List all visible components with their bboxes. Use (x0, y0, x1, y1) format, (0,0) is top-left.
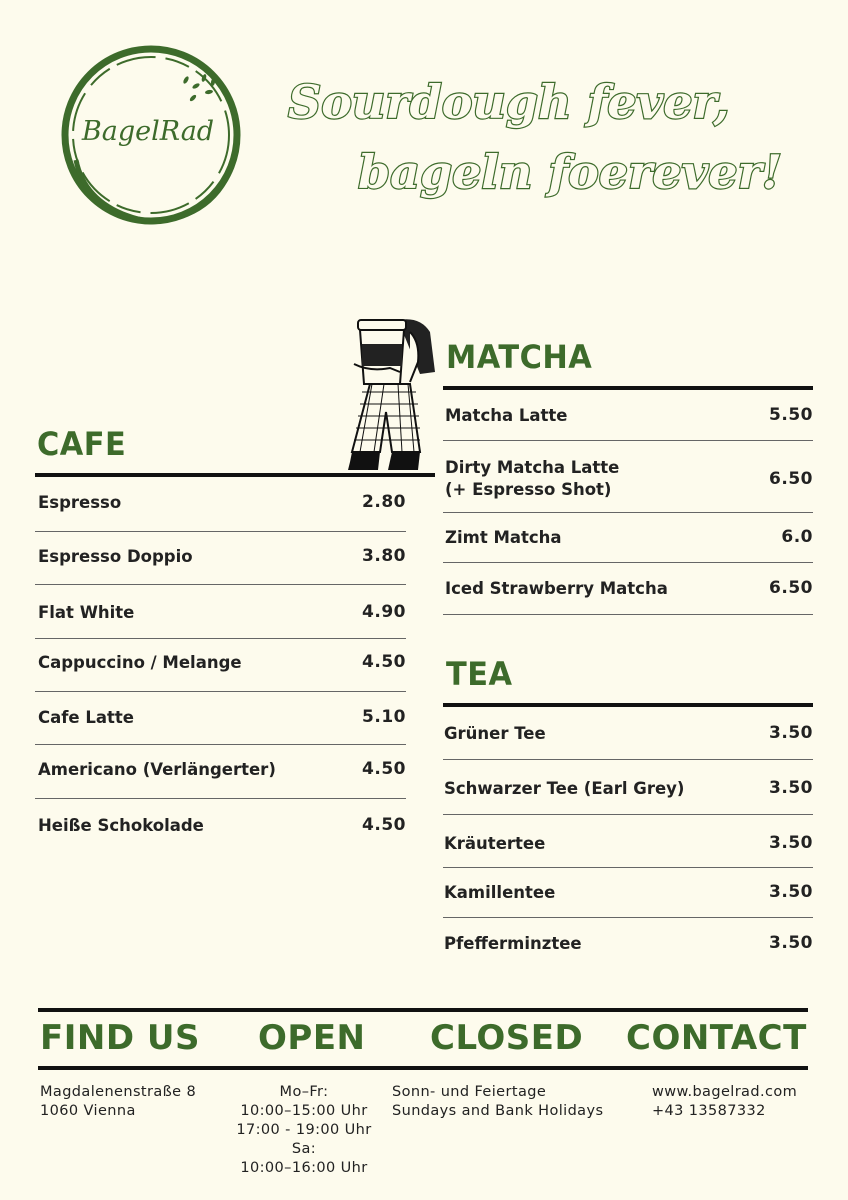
tea-title: TEA (446, 655, 513, 693)
divider (35, 691, 406, 692)
divider (443, 440, 813, 441)
find-us-info (40, 1083, 240, 1121)
divider (443, 917, 813, 918)
weekday-label: Mo–Fr: (279, 1084, 329, 1100)
item-name: Cappuccino / Melange (38, 652, 242, 672)
closed-de: Sonn- und Feiertage (392, 1084, 547, 1100)
tea-item (444, 833, 813, 853)
tea-item (444, 933, 813, 953)
contact-info (652, 1083, 822, 1121)
cafe-title-rule (35, 473, 435, 477)
item-price: 6.50 (769, 469, 813, 489)
open-heading: OPEN (258, 1018, 366, 1058)
item-price: 3.50 (769, 933, 813, 953)
item-price: 4.50 (362, 652, 406, 672)
website-link[interactable]: www.bagelrad.com (652, 1084, 798, 1100)
find-us-heading: FIND US (40, 1018, 200, 1058)
item-name: Grüner Tee (444, 723, 546, 743)
item-name: Cafe Latte (38, 707, 134, 727)
bagelrad-logo (56, 40, 246, 230)
weekday-hours-2: 17:00 - 19:00 Uhr (236, 1122, 372, 1138)
item-name: Zimt Matcha (445, 527, 562, 547)
tea-item (444, 723, 813, 743)
item-name: Espresso (38, 492, 122, 512)
item-price: 3.50 (769, 778, 813, 798)
matcha-title: MATCHA (446, 338, 593, 376)
item-price: 2.80 (362, 492, 406, 512)
divider (443, 867, 813, 868)
cafe-item (38, 759, 406, 779)
divider (443, 614, 813, 615)
footer-top-rule (38, 1008, 808, 1012)
cafe-menu (38, 478, 406, 848)
matcha-item (445, 405, 813, 425)
item-name: Pfefferminztee (444, 933, 582, 953)
item-price: 6.0 (781, 527, 813, 547)
divider (35, 531, 406, 532)
open-hours (224, 1083, 384, 1178)
item-name-note: (+ Espresso Shot) (445, 480, 612, 499)
cafe-item (38, 652, 406, 672)
item-price: 5.10 (362, 707, 406, 727)
item-price: 6.50 (769, 578, 813, 598)
item-price: 3.50 (769, 833, 813, 853)
item-name: Espresso Doppio (38, 546, 193, 566)
item-name: Dirty Matcha Latte (445, 458, 620, 477)
closed-en: Sundays and Bank Holidays (392, 1103, 604, 1119)
item-name: Heiße Schokolade (38, 815, 204, 835)
item-price: 4.50 (362, 815, 406, 835)
divider (35, 798, 406, 799)
item-price: 3.80 (362, 546, 406, 566)
item-name: Iced Strawberry Matcha (445, 578, 668, 598)
saturday-label: Sa: (291, 1141, 317, 1157)
cafe-item (38, 546, 406, 566)
slogan-line1: Sourdough fever, (288, 75, 730, 129)
item-price: 3.50 (769, 723, 813, 743)
tea-item (444, 882, 813, 902)
item-name: Matcha Latte (445, 405, 568, 425)
divider (443, 759, 813, 760)
saturday-hours: 10:00–16:00 Uhr (240, 1160, 368, 1176)
slogan-line2: bageln foerever! (358, 145, 782, 199)
divider (443, 512, 813, 513)
divider (35, 638, 406, 639)
cafe-item (38, 602, 406, 622)
footer-bottom-rule (38, 1066, 808, 1070)
weekday-hours-1: 10:00–15:00 Uhr (240, 1103, 368, 1119)
divider (443, 562, 813, 563)
matcha-item (445, 457, 813, 501)
item-price: 4.90 (362, 602, 406, 622)
closed-heading: CLOSED (430, 1018, 584, 1058)
tea-menu (444, 707, 813, 967)
phone-number[interactable]: +43 13587332 (652, 1103, 766, 1119)
closed-info (392, 1083, 632, 1121)
item-name: Kamillentee (444, 882, 556, 902)
item-price: 5.50 (769, 405, 813, 425)
slogan (280, 60, 800, 210)
item-price: 3.50 (769, 882, 813, 902)
cafe-item (38, 492, 406, 512)
brand-name: BagelRad (81, 116, 215, 147)
matcha-item (445, 578, 813, 598)
contact-heading: CONTACT (626, 1018, 807, 1058)
matcha-menu (445, 390, 813, 620)
divider (35, 584, 406, 585)
coffee-cup-hug-illustration (340, 312, 440, 477)
matcha-item (445, 527, 813, 547)
cafe-title: CAFE (37, 425, 127, 463)
item-name: Americano (Verlängerter) (38, 759, 276, 779)
divider (35, 744, 406, 745)
footer-headings (40, 1018, 810, 1062)
item-name: Flat White (38, 602, 135, 622)
item-name: Kräutertee (444, 833, 546, 853)
divider (443, 814, 813, 815)
item-name: Schwarzer Tee (Earl Grey) (444, 778, 685, 798)
address-street: Magdalenenstraße 8 (40, 1084, 197, 1100)
cafe-item (38, 815, 406, 835)
item-price: 4.50 (362, 759, 406, 779)
cafe-item (38, 707, 406, 727)
tea-item (444, 778, 813, 798)
address-city: 1060 Vienna (40, 1103, 136, 1119)
